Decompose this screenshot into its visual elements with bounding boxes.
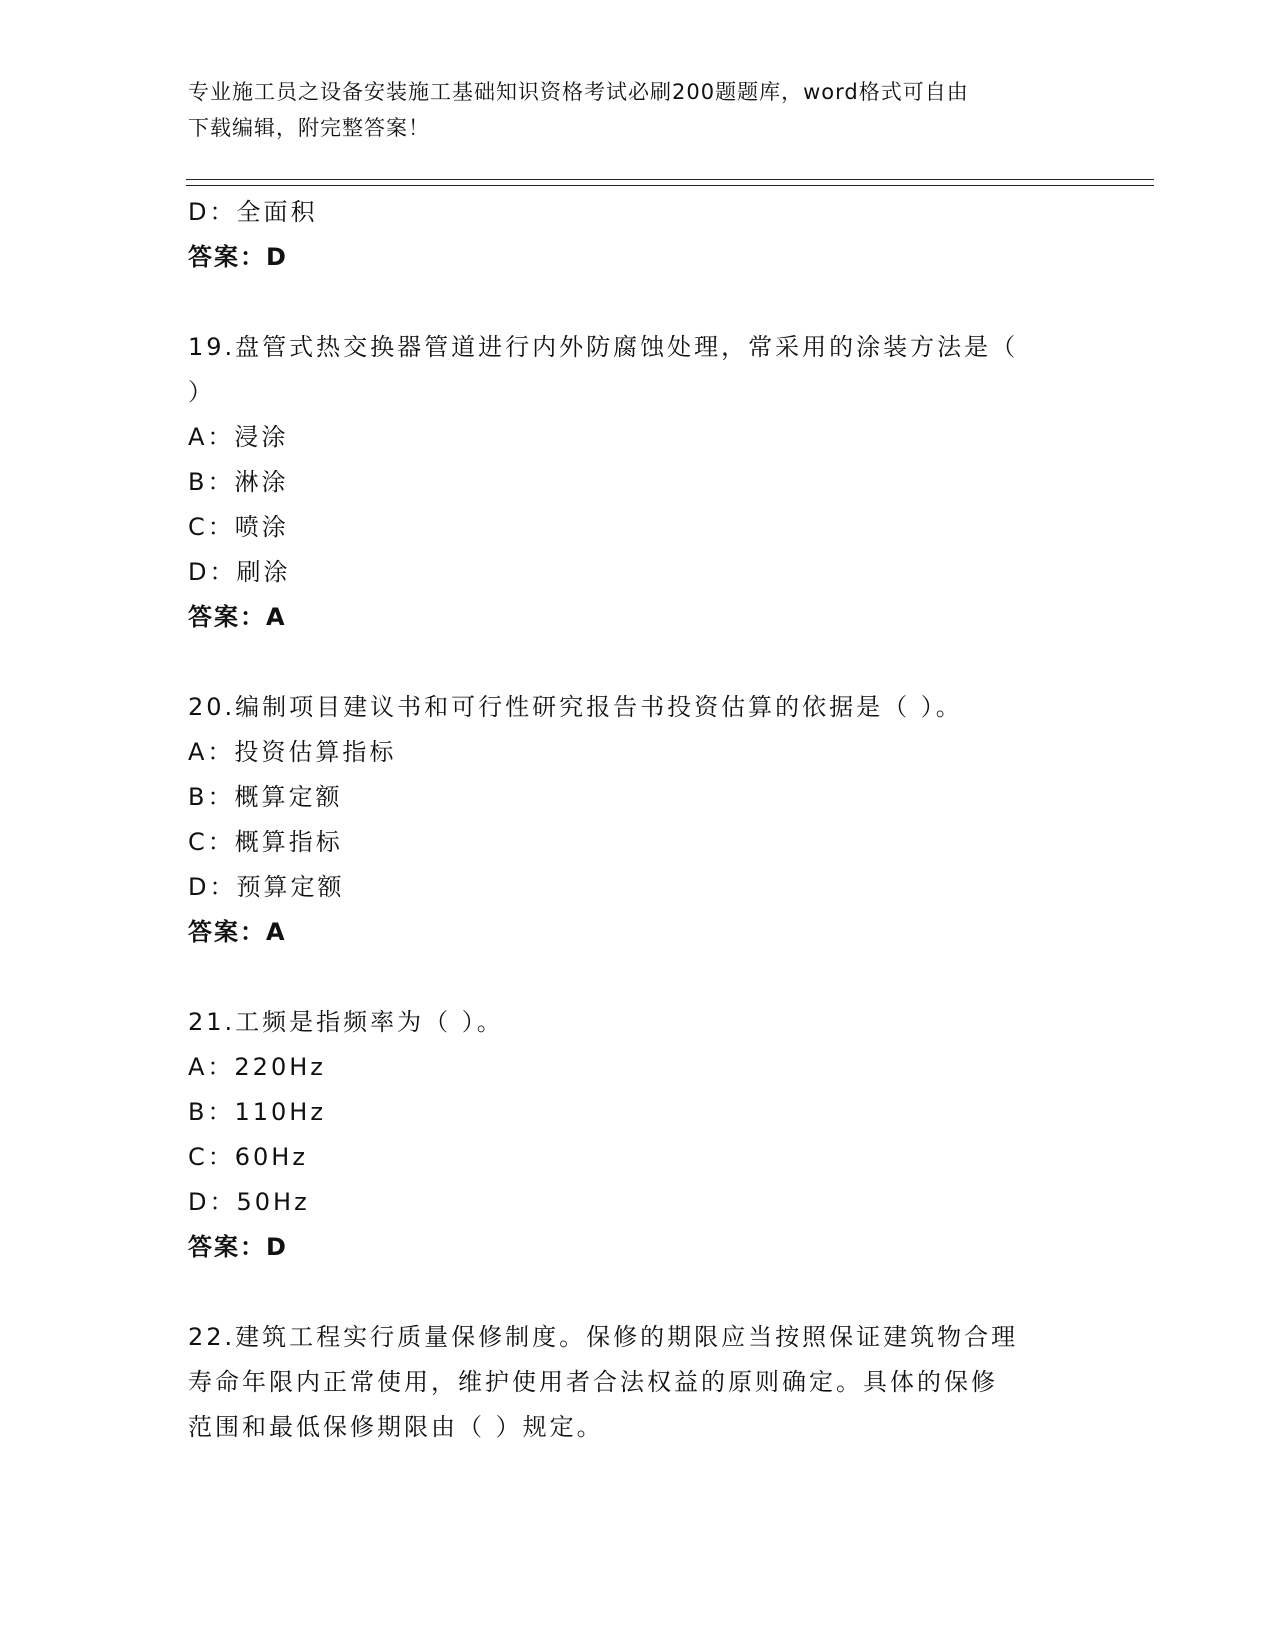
question-stem-continued: 寿命年限内正常使用，维护使用者合法权益的原则确定。具体的保修 bbox=[188, 1368, 998, 1396]
option-d: D：50Hz bbox=[188, 1188, 310, 1216]
question-22 bbox=[188, 1315, 1068, 1450]
option-d: D：预算定额 bbox=[188, 873, 345, 901]
option-c: C：60Hz bbox=[188, 1143, 308, 1171]
option-d: D：刷涂 bbox=[188, 558, 291, 586]
question-stem: 20.编制项目建议书和可行性研究报告书投资估算的依据是（ ）。 bbox=[188, 693, 963, 721]
answer-text: 答案：D bbox=[188, 1233, 288, 1261]
question-stem: 19.盘管式热交换器管道进行内外防腐蚀处理，常采用的涂装方法是（ bbox=[188, 333, 1019, 361]
question-21 bbox=[188, 1000, 1068, 1270]
spacer bbox=[188, 955, 1068, 1000]
question-content bbox=[188, 190, 1068, 1450]
option-b: B：概算定额 bbox=[188, 783, 343, 811]
header-divider-top bbox=[186, 179, 1154, 180]
document-header bbox=[188, 74, 1068, 146]
option-a: A：投资估算指标 bbox=[188, 738, 397, 766]
option-b: B：110Hz bbox=[188, 1098, 326, 1126]
spacer bbox=[188, 1270, 1068, 1315]
question-stem-continued: ） bbox=[188, 378, 215, 406]
question-stem: 21.工频是指频率为（ ）。 bbox=[188, 1008, 504, 1036]
answer-text: 答案：A bbox=[188, 603, 287, 631]
option-b: B：淋涂 bbox=[188, 468, 289, 496]
question-stem-continued: 范围和最低保修期限由（ ）规定。 bbox=[188, 1413, 604, 1441]
option-a: A：220Hz bbox=[188, 1053, 326, 1081]
option-c: C：喷涂 bbox=[188, 513, 289, 541]
answer-text: 答案：A bbox=[188, 918, 287, 946]
spacer bbox=[188, 280, 1068, 325]
question-stem: 22.建筑工程实行质量保修制度。保修的期限应当按照保证建筑物合理 bbox=[188, 1323, 1019, 1351]
header-divider-bottom bbox=[186, 185, 1154, 186]
answer-text: 答案：D bbox=[188, 243, 288, 271]
header-line-2: 下载编辑，附完整答案！ bbox=[188, 116, 430, 140]
option-a: A：浸涂 bbox=[188, 423, 289, 451]
option-d: D：全面积 bbox=[188, 198, 318, 226]
question-20 bbox=[188, 685, 1068, 955]
question-19 bbox=[188, 325, 1068, 640]
header-line-1: 专业施工员之设备安装施工基础知识资格考试必刷200题题库，word格式可自由 bbox=[188, 80, 969, 104]
option-c: C：概算指标 bbox=[188, 828, 343, 856]
spacer bbox=[188, 640, 1068, 685]
